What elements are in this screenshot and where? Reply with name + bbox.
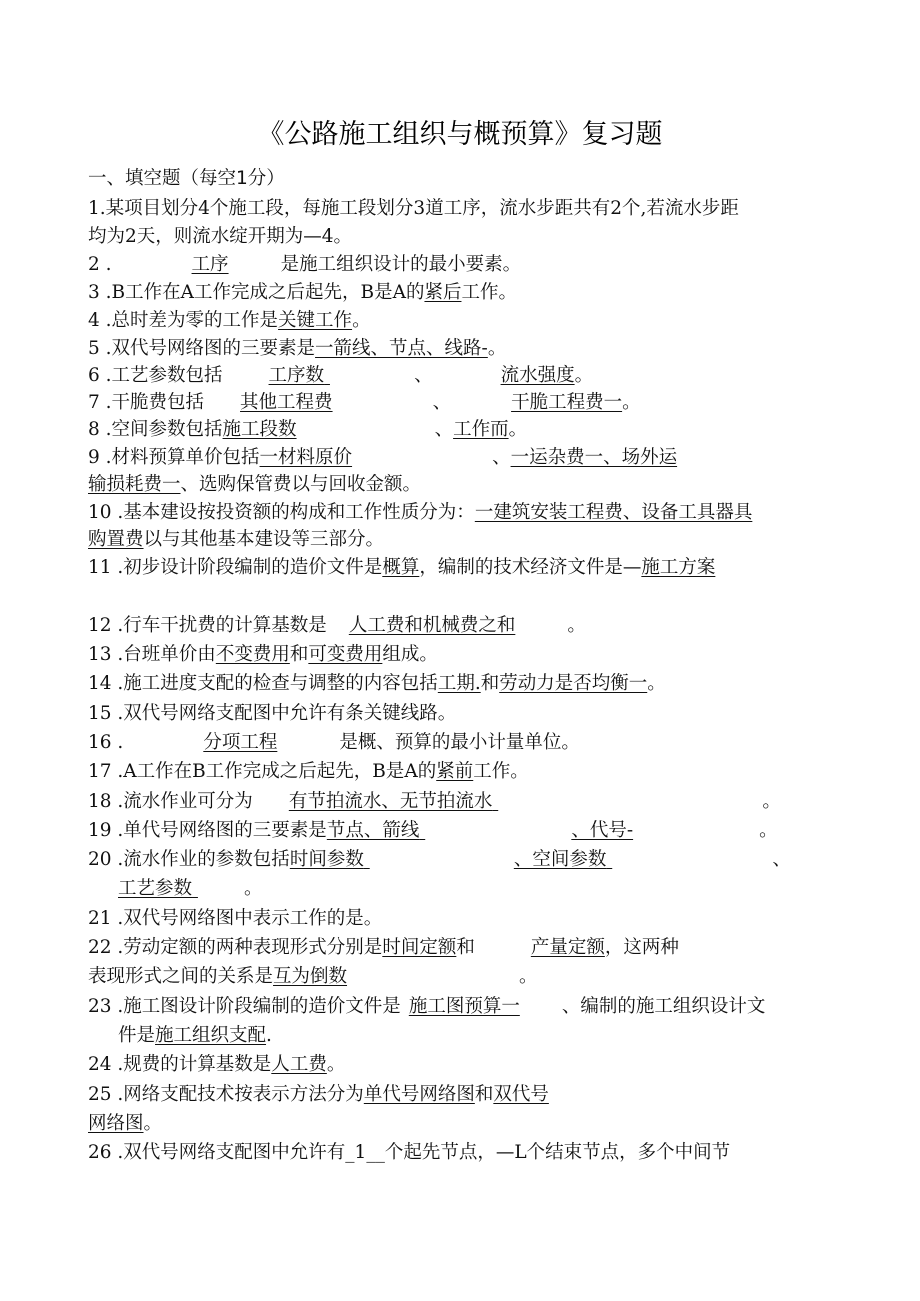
question-5 <box>88 337 506 361</box>
q8-answer-2: 工作而 <box>453 419 509 440</box>
question-7 <box>88 391 641 415</box>
q6-answer-2: 流水强度 <box>500 365 575 386</box>
q18-text: 18 .流水作业可分为 <box>88 791 253 812</box>
q23-tail: 、编制的施工组织设计文 <box>561 996 766 1017</box>
question-22-line-2 <box>88 965 538 989</box>
q6-answer-1: 工序数 <box>268 365 325 386</box>
q22-answer-3: 互为倒数 <box>273 966 348 987</box>
q12-text: 12 .行车干扰费的计算基数是 <box>88 615 327 636</box>
q18-tail: 。 <box>762 791 781 812</box>
question-12 <box>88 614 586 638</box>
question-10-line-2 <box>88 528 384 552</box>
q22-text-2: 表现形式之间的关系是 <box>88 966 274 987</box>
q22-tail-2: 。 <box>519 966 538 987</box>
q11-answer-2: 施工方案 <box>641 557 716 578</box>
q23-tail-2: . <box>266 1025 272 1046</box>
q24-answer: 人工费 <box>271 1054 327 1075</box>
q25-middle: 和 <box>474 1084 494 1105</box>
q7-separator: 、 <box>432 392 452 413</box>
q9-answer-3: 输损耗费一 <box>88 474 181 495</box>
question-15: 15 .双代号网络支配图中允许有条关键线路。 <box>88 703 457 724</box>
q14-answer-1: 工期. <box>437 673 481 694</box>
q9-answer-2: 一运杂费一、场外运 <box>510 447 678 468</box>
question-21: 21 .双代号网络图中表示工作的是。 <box>88 908 383 929</box>
question-6 <box>88 364 593 388</box>
question-20-line-1 <box>88 848 791 872</box>
q16-text: 是概、预算的最小计量单位。 <box>339 732 580 753</box>
q25-tail: 。 <box>143 1113 163 1134</box>
q7-tail: 。 <box>622 392 641 413</box>
question-17 <box>88 760 529 784</box>
question-1-line-1: 1.某项目划分4个施工段，每施工段划分3道工序，流水步距共有2个,若流水步距 <box>88 198 739 219</box>
q5-text: 5 .双代号网络图的三要素是 <box>88 338 316 359</box>
q6-text: 6 .工艺参数包括 <box>88 365 223 386</box>
q22-text: 22 .劳动定额的两种表现形式分别是 <box>88 937 383 958</box>
q22-answer-1: 时间定额 <box>382 937 457 958</box>
question-25-line-1 <box>88 1083 549 1107</box>
q11-text: 11 .初步设计阶段编制的造价文件是 <box>88 557 383 578</box>
q8-text: 8 .空间参数包括 <box>88 419 223 440</box>
q17-text: 17 .A工作在B工作完成之后起先，B是A的 <box>88 761 437 782</box>
q20-tail: 、 <box>772 849 791 870</box>
q9-tail: 、选购保管费以与回收金额。 <box>180 474 422 495</box>
question-11 <box>88 556 715 580</box>
question-2 <box>88 253 521 277</box>
q17-answer: 紧前 <box>436 761 474 782</box>
q24-text: 24 .规费的计算基数是 <box>88 1054 272 1075</box>
q14-middle: 和 <box>480 673 500 694</box>
q2-number: 2 . <box>88 254 112 275</box>
q7-text: 7 .干脆费包括 <box>88 392 205 413</box>
section-heading: 一、填空题（每空1分） <box>88 168 285 189</box>
q25-text: 25 .网络支配技术按表示方法分为 <box>88 1084 364 1105</box>
q19-answer-1: 节点、箭线 <box>326 820 420 841</box>
q14-text: 14 .施工进度支配的检查与调整的内容包括 <box>88 673 438 694</box>
question-26: 26 .双代号网络支配图中允许有_1__个起先节点，—L个结束节点，多个中间节 <box>88 1142 731 1163</box>
q13-answer-1: 不变费用 <box>215 644 290 665</box>
q4-answer: 关键工作 <box>278 310 353 331</box>
q20-answer-1: 时间参数 <box>289 849 364 870</box>
question-9-line-2 <box>88 473 421 497</box>
q5-tail: 。 <box>487 338 507 359</box>
q11-middle: ，编制的技术经济文件是— <box>419 557 642 578</box>
question-18 <box>88 790 781 814</box>
q6-tail: 。 <box>574 365 594 386</box>
q12-answer: 人工费和机械费之和 <box>348 615 516 636</box>
q4-tail: 。 <box>352 310 371 331</box>
question-20-line-2 <box>118 877 263 901</box>
q9-separator: 、 <box>492 447 511 468</box>
q10-answer-1: 一建筑安装工程费、设备工具器具 <box>474 502 753 523</box>
q13-answer-2: 可变费用 <box>308 644 383 665</box>
q20-text: 20 .流水作业的参数包括 <box>88 849 290 870</box>
q17-tail: 工作。 <box>473 761 529 782</box>
question-23-line-1 <box>88 995 765 1019</box>
q2-text: 是施工组织设计的最小要素。 <box>280 254 522 275</box>
q14-tail: 。 <box>647 673 666 694</box>
q25-answer-2: 双代号 <box>493 1084 549 1105</box>
question-14 <box>88 672 666 696</box>
q7-answer-2: 干脆工程费一 <box>511 392 623 413</box>
question-24 <box>88 1053 345 1077</box>
question-4 <box>88 309 371 333</box>
q9-answer-1: 一材料原价 <box>259 447 353 468</box>
question-16 <box>88 731 580 755</box>
q11-answer-1: 概算 <box>382 557 420 578</box>
question-19 <box>88 819 778 843</box>
q8-separator: 、 <box>434 419 454 440</box>
q5-answer: 一箭线、节点、线路- <box>315 338 488 359</box>
question-3 <box>88 281 517 305</box>
q24-tail: 。 <box>326 1054 346 1075</box>
q22-tail: ，这两种 <box>604 937 679 958</box>
q25-answer-3: 网络图 <box>88 1113 144 1134</box>
q10-tail: 以与其他基本建设等三部分。 <box>143 529 385 550</box>
q23-text: 23 .施工图设计阶段编制的造价文件是 <box>88 996 401 1017</box>
q8-answer-1: 施工段数 <box>222 419 297 440</box>
q20-answer-2: 、空间参数 <box>513 849 607 870</box>
question-8 <box>88 418 527 442</box>
q18-answer: 有节拍流水、无节拍流水 <box>288 791 493 812</box>
q20-tail-2: 。 <box>244 878 263 899</box>
q13-middle: 和 <box>289 644 309 665</box>
q4-text: 4 .总时差为零的工作是 <box>88 310 279 331</box>
q22-middle: 和 <box>456 937 475 958</box>
question-23-line-2 <box>118 1024 272 1048</box>
q19-answer-2: 、代号- <box>571 820 634 841</box>
q22-answer-2: 产量定额 <box>530 937 605 958</box>
q9-text: 9 .材料预算单价包括 <box>88 447 260 468</box>
q20-answer-3: 工艺参数 <box>118 878 193 899</box>
q13-text: 13 .台班单价由 <box>88 644 216 665</box>
q23-text-2: 件是 <box>118 1025 156 1046</box>
q23-answer-2: 施工组织支配 <box>155 1025 267 1046</box>
q3-answer: 紧后 <box>424 282 462 303</box>
q19-text: 19 .单代号网络图的三要素是 <box>88 820 327 841</box>
q16-answer: 分项工程 <box>203 732 278 753</box>
question-25-line-2 <box>88 1112 162 1136</box>
q16-number: 16 . <box>88 732 124 753</box>
page-title: 《公路施工组织与概预算》复习题 <box>257 119 663 150</box>
q10-answer-2: 购置费 <box>88 529 144 550</box>
q13-tail: 组成。 <box>382 644 438 665</box>
q7-answer-1: 其他工程费 <box>240 392 333 413</box>
question-22-line-1 <box>88 936 679 960</box>
q12-tail: 。 <box>567 615 586 636</box>
q6-separator: 、 <box>414 365 433 386</box>
q25-answer-1: 单代号网络图 <box>363 1084 475 1105</box>
q8-tail: 。 <box>508 419 528 440</box>
q14-answer-2: 劳动力是否均衡一 <box>499 673 648 694</box>
q2-answer: 工序 <box>191 254 229 275</box>
q19-tail: 。 <box>759 820 778 841</box>
question-13 <box>88 643 438 667</box>
q3-text: 3 .B工作在A工作完成之后起先，B是A的 <box>88 282 425 303</box>
question-9-line-1 <box>88 446 677 470</box>
question-10-line-1 <box>88 501 752 525</box>
q3-tail: 工作。 <box>461 282 517 303</box>
q10-text: 10 .基本建设按投资额的构成和工作性质分为： <box>88 502 475 523</box>
question-1-line-2: 均为2天，则流水绽开期为—4。 <box>88 226 353 247</box>
q23-answer-1: 施工图预算一 <box>408 996 520 1017</box>
